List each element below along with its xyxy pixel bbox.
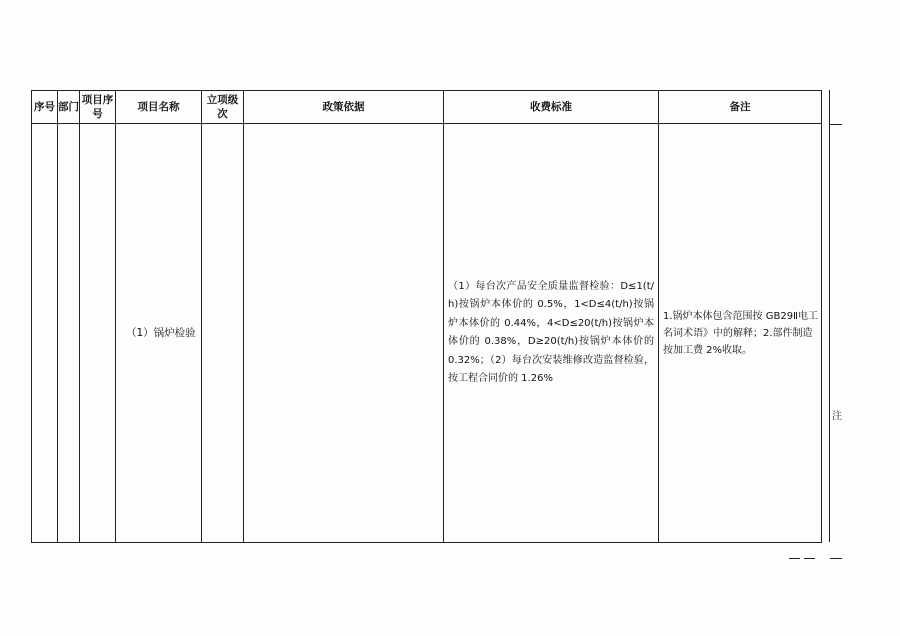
cell-level — [202, 124, 244, 543]
cell-policy — [244, 124, 444, 543]
cell-seq — [32, 124, 58, 543]
page-marker-dash-2 — [804, 558, 815, 559]
cell-item-name — [116, 124, 202, 543]
cell-standard — [444, 124, 659, 543]
right-margin-strip — [829, 90, 842, 542]
cell-dept — [58, 124, 80, 543]
header-standard: 收费标准 — [444, 91, 659, 124]
page-marker-dash-3 — [830, 558, 842, 559]
strip-char: 注 — [832, 411, 842, 422]
remark-text: 1.锅炉本体包含范围按 GB29Ⅱ电工名词术语》中的解释；2.部件制造按加工费 2%收取。 — [663, 310, 818, 356]
header-remark: 备注 — [659, 91, 822, 124]
header-item-name: 项目名称 — [116, 91, 202, 124]
header-item-seq: 项目序号 — [80, 91, 116, 124]
item-name-text: （1）锅炉检验 — [126, 326, 196, 339]
cell-item-seq — [80, 124, 116, 543]
page-marker-dash-1 — [789, 558, 800, 559]
header-seq: 序号 — [32, 91, 58, 124]
header-level: 立项级次 — [202, 91, 244, 124]
table-row — [32, 124, 822, 543]
fee-table — [31, 90, 822, 543]
header-dept: 部门 — [58, 91, 80, 124]
standard-text: （1）每台次产品安全质量监督检验：D≤1(t/h)按锅炉本体价的 0.5%，1<D≤4(t/h)按锅炉本体价的 0.44%，4<D≤20(t/h)按锅炉本体价的 0.38%，D≥20(t/h)按锅炉本体价的 0.32%；（2）每台次安装维修改造监督检验，按工程合同价的 1.26% — [448, 280, 654, 384]
cell-remark — [659, 124, 822, 543]
header-row — [32, 91, 822, 124]
strip-divider — [830, 124, 842, 125]
header-policy: 政策依据 — [244, 91, 444, 124]
